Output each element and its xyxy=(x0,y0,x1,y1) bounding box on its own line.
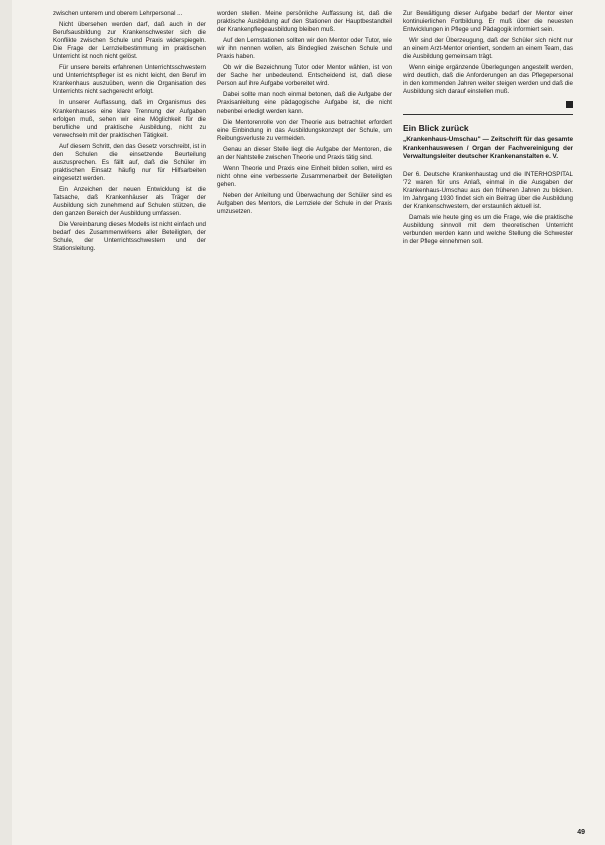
paragraph: worden stellen. Meine persönliche Auffassung ist, daß die praktische Ausbildung auf den Stationen der Hauptbestandteil der Krankenpflegeausbildung bleiben muß. xyxy=(217,10,392,34)
text-column-3 xyxy=(403,10,573,811)
paragraph: Wenn einige ergänzende Überlegungen angestellt werden, wird deutlich, daß die Anforderungen an das Pflegepersonal in den kommenden Jahren weiter steigen werden und daß die Ausbildung sich darauf einstellen muß. xyxy=(403,64,573,96)
paragraph: In unserer Auffassung, daß im Organismus des Krankenhauses eine klare Trennung der Aufgaben erfolgen muß, sehen wir eine Möglichkeit für die berufliche und praktische Ausbildung, nicht zu verwechseln mit der praktischen Tätigkeit. xyxy=(53,99,206,139)
paragraph: Die Mentorenrolle von der Theorie aus betrachtet erfordert eine Einbindung in das Ausbildungskonzept der Schule, um Reibungsverluste zu vermeiden. xyxy=(217,118,392,142)
end-of-article-mark xyxy=(566,101,573,108)
paragraph: Damals wie heute ging es um die Frage, wie die praktische Ausbildung sinnvoll mit dem theoretischen Unterricht verbunden werden kann und welche Stellung die Schwester in der Pflege einnehmen soll. xyxy=(403,214,573,246)
paragraph: zwischen unterem und oberem Lehrpersonal ... xyxy=(53,10,183,17)
text-column-2 xyxy=(217,10,392,811)
paragraph: Nicht übersehen werden darf, daß auch in der Berufsausbildung zur Krankenschwester sich die Konflikte zwischen Schule und Praxis widerspiegeln. Die Frage der Lernzielbestimmung im praktischen Unterricht ist noch nicht gelöst. xyxy=(53,21,206,61)
paragraph: Ein Anzeichen der neuen Entwicklung ist die Tatsache, daß Krankenhäuser als Träger der Ausbildung sich zunehmend auf Schulen stützen, die den ganzen Bereich der Ausbildung umfassen. xyxy=(53,185,206,218)
paragraph: Genau an dieser Stelle liegt die Aufgabe der Mentoren, die an der Nahtstelle zwischen Theorie und Praxis tätig sind. xyxy=(217,145,392,161)
paragraph: Auf den Lernstationen sollten wir den Mentor oder Tutor, wie wir ihn nennen wollen, als Bindeglied zwischen Schule und Praxis haben. xyxy=(217,37,392,61)
paragraph: Wir sind der Überzeugung, daß der Schüler sich nicht nur an einem Arzt-Mentor orientiert, sondern an einem Team, das die Ausbildung gemeinsam trägt. xyxy=(403,37,573,61)
source-citation: „Krankenhaus-Umschau" — Zeitschrift für das gesamte Krankenhauswesen / Organ der Fachvereinigung der Verwaltungsleiter deutscher Krankenanstalten e. V. xyxy=(403,136,573,160)
paragraph: Wenn Theorie und Praxis eine Einheit bilden sollen, wird es nicht ohne eine verbesserte Zusammenarbeit der Beteiligten gehen. xyxy=(217,164,392,188)
scan-margin xyxy=(0,0,12,845)
paragraph: Zur Bewältigung dieser Aufgabe bedarf der Mentor einer kontinuierlichen Fortbildung. Er muß über die neuesten Entwicklungen in Pflege und Pädagogik informiert sein. xyxy=(403,10,573,34)
section-title: Ein Blick zurück xyxy=(403,123,469,134)
section-divider xyxy=(403,114,573,115)
paragraph: Der 6. Deutsche Krankenhaustag und die INTERHOSPITAL '72 waren für uns Anlaß, einmal in die Ausgaben der Krankenhaus-Umschau aus den früheren Jahren zu blicken. Im Jahrgang 1930 findet sich ein Beitrag über die Ausbildung der Krankenschwestern, der erstaunlich aktuell ist. xyxy=(403,171,573,211)
paragraph: Die Vereinbarung dieses Modells ist nicht einfach und bedarf des Zusammenwirkens aller Beteiligten, der Schule, der Unterrichtsschwestern und der Stationsleitung. xyxy=(53,221,206,253)
text-column-1 xyxy=(53,10,206,811)
paragraph: Neben der Anleitung und Überwachung der Schüler sind es Aufgaben des Mentors, die Lernziele der Schule in der Praxis umzusetzen. xyxy=(217,191,392,216)
page-number: 49 xyxy=(577,829,585,836)
paragraph: Dabei sollte man noch einmal betonen, daß die Aufgabe der Praxisanleitung eine pädagogische Aufgabe ist, die nicht nebenbei erledigt werden kann. xyxy=(217,91,392,115)
paragraph: Auf diesem Schritt, den das Gesetz vorschreibt, ist in den Schulen die einsetzende Beurteilung auszusprechen. Es fällt auf, daß die Schüler im praktischen Einsatz häufig nur für Hilfsarbeiten eingesetzt werden. xyxy=(53,142,206,182)
paragraph: Ob wir die Bezeichnung Tutor oder Mentor wählen, ist von der Sache her unbedeutend. Entscheidend ist, daß diese Person auf ihre Aufgabe vorbereitet wird. xyxy=(217,64,392,88)
paragraph: Für unsere bereits erfahrenen Unterrichtsschwestern und Unterrichtspfleger ist es nicht leicht, den Beruf im Krankenhaus auszuüben, wenn die Organisation des Unterrichts nicht sachgerecht erfolgt. xyxy=(53,64,206,96)
